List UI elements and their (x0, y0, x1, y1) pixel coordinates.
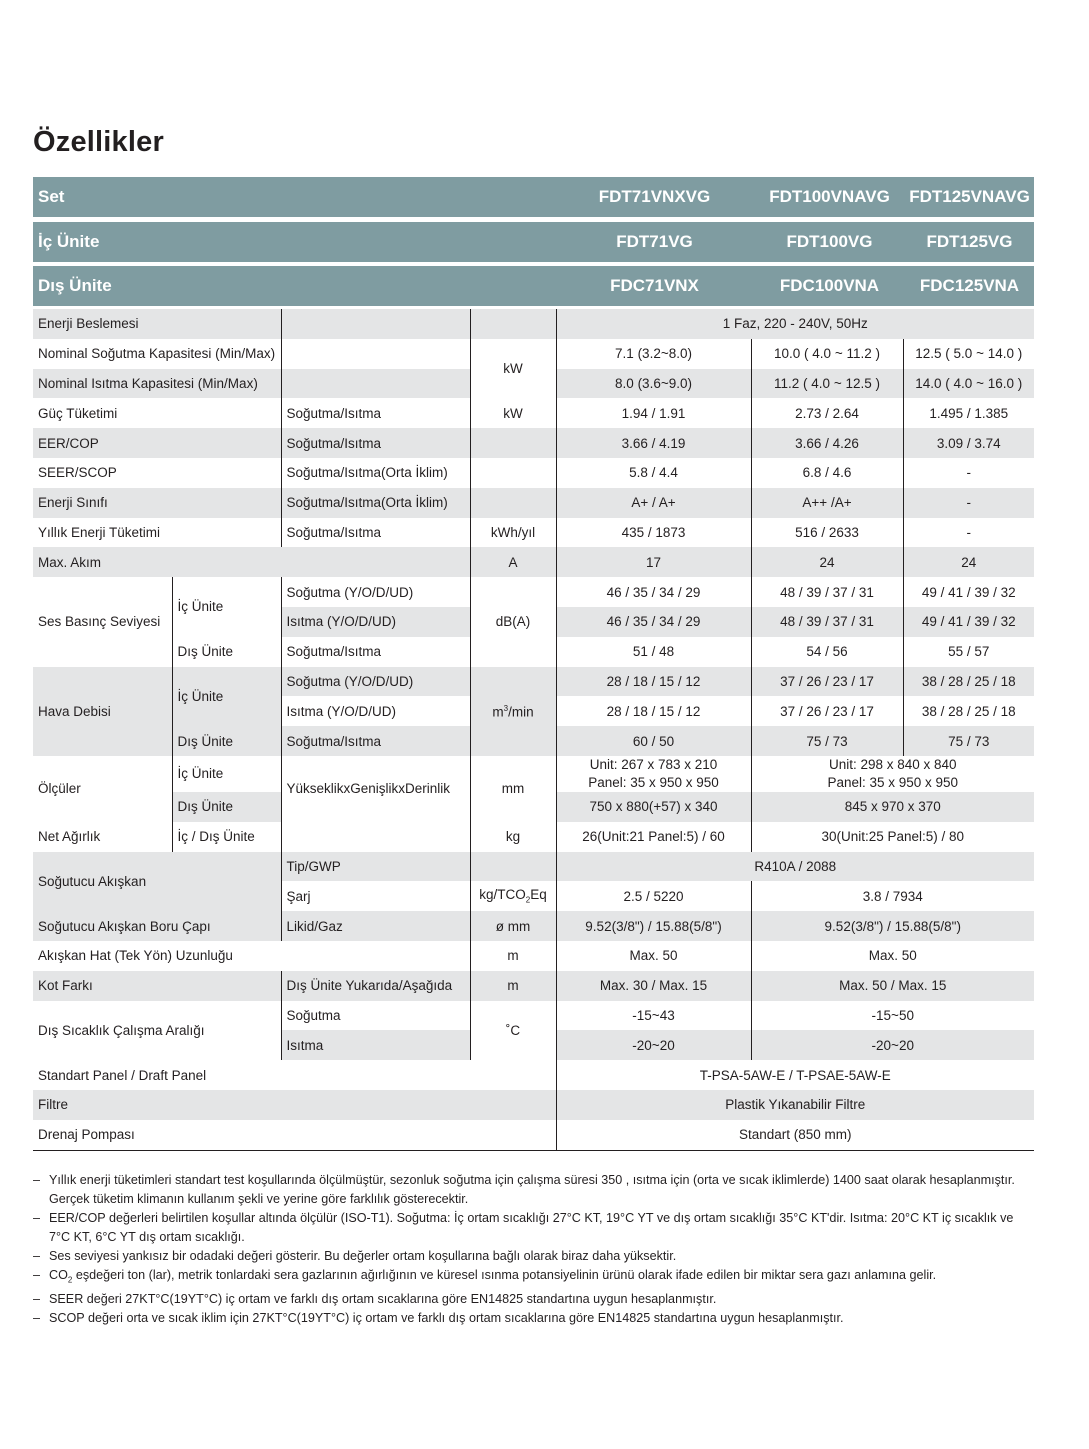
footnote (33, 1266, 1038, 1290)
height-diff-label: Kot Farkı (33, 971, 281, 1001)
annual-energy-sub: Soğutma/Isıtma (281, 518, 470, 548)
table-row (33, 1001, 1034, 1031)
airflow-unit-base: m (492, 704, 504, 719)
eer-cop-v3: 3.09 / 3.74 (903, 428, 1034, 458)
net-weight-v1: 26(Unit:21 Panel:5) / 60 (556, 822, 751, 852)
footnote-co2: CO (49, 1268, 68, 1282)
header-outdoor-model-1: FDC71VNX (610, 276, 699, 295)
panel-label: Standart Panel / Draft Panel (33, 1060, 556, 1090)
header-set-model-2: FDT100VNAVG (769, 187, 890, 206)
seer-scop-v3: - (966, 465, 972, 481)
dimensions-indoor-label: İç Ünite (172, 756, 281, 792)
header-indoor-model-2: FDT100VG (786, 232, 873, 251)
pipe-sub: Likid/Gaz (281, 911, 470, 941)
header-row-set (33, 177, 1034, 217)
table-row (33, 577, 1034, 607)
table-row (33, 339, 1034, 369)
heating-capacity-label: Nominal Isıtma Kapasitesi (Min/Max) (33, 369, 281, 399)
header-outdoor-model-2: FDC100VNA (779, 276, 880, 295)
header-outdoor-model-3: FDC125VNA (919, 276, 1020, 295)
sound-r2-v1: 46 / 35 / 34 / 29 (556, 607, 751, 637)
airflow-r3-v1: 60 / 50 (556, 726, 751, 756)
power-consumption-v1: 1.94 / 1.91 (556, 398, 751, 428)
cooling-capacity-v1: 7.1 (3.2~8.0) (556, 339, 751, 369)
dimensions-label: Ölçüler (33, 756, 172, 822)
sound-r1-v1: 46 / 35 / 34 / 29 (556, 577, 751, 607)
filter-value: Plastik Yıkanabilir Filtre (556, 1090, 1034, 1120)
sound-r1-sub: Soğutma (Y/O/D/UD) (281, 577, 470, 607)
table-row (33, 756, 1034, 792)
cooling-capacity-v3: 12.5 ( 5.0 ~ 14.0 ) (915, 346, 1023, 362)
dimensions-indoor-v1-line1: Unit: 267 x 783 x 210 (589, 756, 718, 772)
eer-cop-v2: 3.66 / 4.26 (751, 428, 903, 458)
refrigerant-type-sub: Tip/GWP (281, 852, 470, 882)
ambient-cool-v23: -15~50 (871, 1007, 914, 1023)
max-current-v3: 24 (903, 547, 1034, 577)
table-row (33, 822, 1034, 852)
sound-r3-sub: Soğutma/Isıtma (281, 637, 470, 667)
energy-class-sub: Soğutma/Isıtma(Orta İklim) (281, 488, 470, 518)
sound-indoor-label: İç Ünite (172, 577, 281, 637)
table-row (33, 941, 1034, 971)
sound-r3-v1: 51 / 48 (556, 637, 751, 667)
table-row (33, 911, 1034, 941)
eer-cop-sub: Soğutma/Isıtma (281, 428, 470, 458)
airflow-outdoor-label: Dış Ünite (172, 726, 281, 756)
annual-energy-v1: 435 / 1873 (556, 518, 751, 548)
dimensions-outdoor-v1: 750 x 880(+57) x 340 (556, 792, 751, 822)
energy-class-v2: A++ /A+ (751, 488, 903, 518)
seer-scop-v1: 5.8 / 4.4 (556, 458, 751, 488)
airflow-r3-v2: 75 / 73 (751, 726, 903, 756)
sound-r3-v3: 55 / 57 (948, 644, 990, 660)
airflow-r3-v3: 75 / 73 (903, 726, 1034, 756)
refrigerant-charge-v1: 2.5 / 5220 (556, 881, 751, 911)
energy-class-v3: - (903, 488, 1034, 518)
max-current-unit: A (470, 547, 556, 577)
ambient-cool-v1: -15~43 (556, 1001, 751, 1031)
footnote: – Yıllık enerji tüketimleri standart test koşullarında ölçülmüştür, sezonluk soğutma için çalışma süresi 350 , ısıtma için (orta ve sıcak iklimlerde) 1400 saat olarak hesaplanmıştır. Gerçek tüketim klimanın kullanım şekli ve yerine göre farklılık gösterecektir. (33, 1171, 1038, 1209)
table-row (33, 488, 1034, 518)
header-set-model-1: FDT71VNXVG (598, 187, 711, 206)
airflow-label: Hava Debisi (33, 667, 172, 756)
annual-energy-v3: - (966, 524, 972, 540)
pipe-length-label: Akışkan Hat (Tek Yön) Uzunluğu (38, 948, 233, 964)
dimensions-indoor-v1-line2: Panel: 35 x 950 x 950 (588, 774, 719, 790)
table-row (33, 1120, 1034, 1150)
sound-label: Ses Basınç Seviyesi (33, 577, 172, 666)
panel-value: T-PSA-5AW-E / T-PSAE-5AW-E (699, 1067, 891, 1083)
header-indoor-label: İç Ünite (38, 232, 100, 251)
table-row (33, 667, 1034, 697)
footnotes (33, 1171, 1038, 1328)
airflow-unit-sup: 3 (503, 703, 509, 713)
seer-scop-v2: 6.8 / 4.6 (751, 458, 903, 488)
header-row-outdoor (33, 266, 1034, 306)
table-row (33, 547, 1034, 577)
airflow-r1-v3: 38 / 28 / 25 / 18 (903, 667, 1034, 697)
table-row (33, 518, 1034, 548)
pipe-length-v1: Max. 50 (556, 941, 751, 971)
net-weight-v23: 30(Unit:25 Panel:5) / 80 (821, 829, 965, 845)
sound-r1-v3: 49 / 41 / 39 / 32 (921, 584, 1016, 600)
dimensions-sub: YükseklikxGenişlikxDerinlik (281, 756, 470, 822)
height-diff-v23: Max. 50 / Max. 15 (751, 971, 1034, 1001)
max-current-v1: 17 (556, 547, 751, 577)
ambient-cool-sub: Soğutma (281, 1001, 470, 1031)
dimensions-indoor-v1 (556, 756, 751, 792)
max-current-label: Max. Akım (33, 547, 281, 577)
power-supply-value: 1 Faz, 220 - 240V, 50Hz (556, 309, 1034, 339)
charge-unit-tail: Eq (530, 887, 547, 903)
ambient-unit: ˚C (470, 1001, 556, 1061)
heating-capacity-v1: 8.0 (3.6~9.0) (556, 369, 751, 399)
dimensions-unit: mm (470, 756, 556, 822)
power-consumption-sub: Soğutma/Isıtma (281, 398, 470, 428)
table-row (33, 852, 1034, 882)
header-row-indoor (33, 222, 1034, 262)
spec-table (33, 309, 1034, 1151)
sound-unit: dB(A) (470, 577, 556, 666)
refrigerant-charge-v23: 3.8 / 7934 (862, 888, 923, 904)
eer-cop-v1: 3.66 / 4.19 (556, 428, 751, 458)
pipe-v23: 9.52(3/8") / 15.88(5/8") (751, 911, 1034, 941)
airflow-r2-v1: 28 / 18 / 15 / 12 (556, 696, 751, 726)
annual-energy-label: Yıllık Enerji Tüketimi (33, 518, 281, 548)
airflow-unit-tail: /min (508, 704, 534, 719)
ambient-heat-sub: Isıtma (281, 1030, 470, 1060)
dimensions-indoor-v23-line1: Unit: 298 x 840 x 840 (828, 756, 957, 772)
annual-energy-unit: kWh/yıl (470, 518, 556, 548)
ambient-label: Dış Sıcaklık Çalışma Aralığı (38, 1022, 205, 1038)
seer-scop-sub: Soğutma/Isıtma(Orta İklim) (281, 458, 470, 488)
capacity-unit: kW (470, 339, 556, 399)
refrigerant-charge-sub: Şarj (281, 881, 470, 911)
height-diff-sub: Dış Ünite Yukarıda/Aşağıda (281, 971, 470, 1001)
height-diff-unit: m (470, 971, 556, 1001)
sound-r2-v2: 48 / 39 / 37 / 31 (751, 607, 903, 637)
cooling-capacity-v2: 10.0 ( 4.0 ~ 11.2 ) (751, 339, 903, 369)
airflow-r1-v2: 37 / 26 / 23 / 17 (751, 667, 903, 697)
annual-energy-v2: 516 / 2633 (751, 518, 903, 548)
header-set-model-3: FDT125VNAVG (909, 187, 1030, 206)
sound-r2-v3: 49 / 41 / 39 / 32 (903, 607, 1034, 637)
charge-unit-sub: 2 (525, 896, 531, 906)
header-indoor-model-3: FDT125VG (926, 232, 1013, 251)
footnote: – SCOP değeri orta ve sıcak iklim için 27KT°C(19YT°C) iç ortam ve farklı dış ortam sıcaklarına göre EN14825 standartına uygun hesaplanmıştır. (33, 1309, 1038, 1328)
drain-pump-value: Standart (850 mm) (556, 1120, 1034, 1150)
net-weight-label: Net Ağırlık (33, 822, 172, 852)
airflow-r1-v1: 28 / 18 / 15 / 12 (556, 667, 751, 697)
dimensions-outdoor-label: Dış Ünite (172, 792, 281, 822)
ambient-heat-v1: -20~20 (556, 1030, 751, 1060)
pipe-label: Soğutucu Akışkan Boru Çapı (33, 911, 281, 941)
net-weight-unit: kg (470, 822, 556, 852)
energy-class-v1: A+ / A+ (556, 488, 751, 518)
ambient-heat-v23: -20~20 (751, 1030, 1034, 1060)
table-row (33, 428, 1034, 458)
airflow-r1-sub: Soğutma (Y/O/D/UD) (281, 667, 470, 697)
drain-pump-label: Drenaj Pompası (33, 1120, 556, 1150)
net-weight-sub: İç / Dış Ünite (172, 822, 281, 852)
airflow-r2-sub: Isıtma (Y/O/D/UD) (281, 696, 470, 726)
heating-capacity-v3: 14.0 ( 4.0 ~ 16.0 ) (903, 369, 1034, 399)
header-indoor-model-1: FDT71VG (616, 232, 693, 251)
airflow-r2-v3: 38 / 28 / 25 / 18 (921, 703, 1016, 719)
cooling-capacity-label: Nominal Soğutma Kapasitesi (Min/Max) (33, 339, 281, 369)
power-consumption-v3: 1.495 / 1.385 (929, 405, 1009, 421)
airflow-r3-sub: Soğutma/Isıtma (281, 726, 470, 756)
footnote: – SEER değeri 27KT°C(19YT°C) iç ortam ve farklı dış ortam sıcaklarına göre EN14825 standartına uygun hesaplanmıştır. (33, 1290, 1038, 1309)
footnote: – EER/COP değerleri belirtilen koşullar altında ölçülür (ISO-T1). Soğutma: İç ortam sıcaklığı 27°C KT, 19°C YT ve dış ortam sıcaklığı 35°C KT'dir. Isıtma: 20°C KT iç sıcaklık ve 7°C KT, 6°C YT dış ortam sıcaklığı. (33, 1209, 1038, 1247)
table-row (33, 1090, 1034, 1120)
max-current-v2: 24 (751, 547, 903, 577)
refrigerant-type-value: R410A / 2088 (556, 852, 1034, 882)
dimensions-indoor-v23 (751, 756, 1034, 792)
pipe-length-unit: m (470, 941, 556, 971)
pipe-v1: 9.52(3/8") / 15.88(5/8") (556, 911, 751, 941)
sound-r2-sub: Isıtma (Y/O/D/UD) (281, 607, 470, 637)
refrigerant-charge-unit (470, 881, 556, 911)
dimensions-outdoor-v23: 845 x 970 x 370 (751, 792, 1034, 822)
filter-label: Filtre (33, 1090, 556, 1120)
energy-class-label: Enerji Sınıfı (33, 488, 281, 518)
dimensions-indoor-v23-line2: Panel: 35 x 950 x 950 (827, 774, 959, 790)
table-row (33, 1060, 1034, 1090)
table-row (33, 309, 1034, 339)
table-row (33, 971, 1034, 1001)
seer-scop-label: SEER/SCOP (33, 458, 281, 488)
heating-capacity-v2: 11.2 ( 4.0 ~ 12.5 ) (751, 369, 903, 399)
footnote-co2-text: eşdeğeri ton (lar), metrik tonlardaki sera gazlarının ağırlığının ve küresel ısınma potansiyelinin ürünü olarak ifade edilen bir miktar sera gazı anlamına gelir. (72, 1268, 937, 1282)
pipe-length-v23: Max. 50 (868, 948, 917, 964)
header-outdoor-label: Dış Ünite (38, 276, 112, 295)
power-supply-label: Enerji Beslemesi (33, 309, 281, 339)
power-consumption-v2: 2.73 / 2.64 (751, 398, 903, 428)
table-row (33, 398, 1034, 428)
sound-outdoor-label: Dış Ünite (172, 637, 281, 667)
refrigerant-label: Soğutucu Akışkan (33, 852, 281, 912)
airflow-r2-v2: 37 / 26 / 23 / 17 (751, 696, 903, 726)
header-set-label: Set (38, 187, 65, 206)
airflow-indoor-label: İç Ünite (172, 667, 281, 727)
charge-unit-base: kg/TCO (479, 887, 526, 903)
sound-r1-v2: 48 / 39 / 37 / 31 (751, 577, 903, 607)
pipe-unit: ø mm (470, 911, 556, 941)
footnote-co2-sub: 2 (67, 1275, 73, 1285)
height-diff-v1: Max. 30 / Max. 15 (556, 971, 751, 1001)
airflow-unit (470, 667, 556, 756)
sound-r3-v2: 54 / 56 (751, 637, 903, 667)
table-row (33, 458, 1034, 488)
power-consumption-unit: kW (470, 398, 556, 428)
footnote: – Ses seviyesi yankısız bir odadaki değeri gösterir. Bu değerler ortam koşullarına bağlı olarak biraz daha yüksektir. (33, 1247, 1038, 1266)
page-title: Özellikler (33, 126, 164, 158)
power-consumption-label: Güç Tüketimi (33, 398, 281, 428)
eer-cop-label: EER/COP (33, 428, 281, 458)
